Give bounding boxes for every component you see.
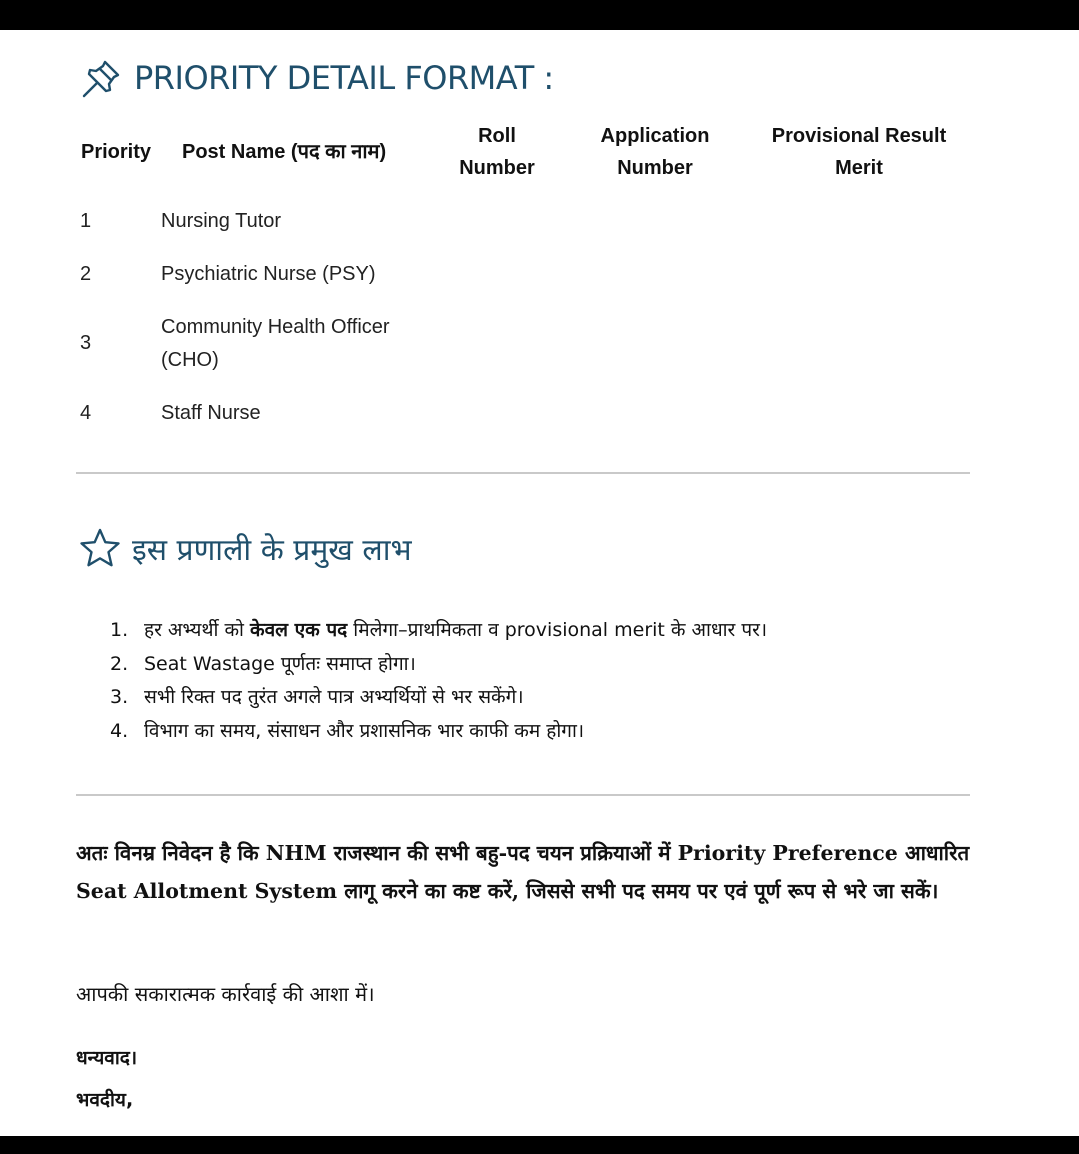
list-item: 1. हर अभ्यर्थी को केवल एक पद मिलेगा–प्राथमिकता व provisional merit के आधार पर। <box>110 619 768 641</box>
pushpin-icon <box>78 54 126 102</box>
request-paragraph: अतः विनम्र निवेदन है कि NHM राजस्थान की सभी बहु-पद चयन प्रक्रियाओं में Priority Preference आधारित Seat Allotment System लागू करने का कष्ट करें, जिससे सभी पद समय पर एवं पूर्ण रूप से भरे जा सकें। <box>76 841 970 903</box>
header-application-number: Application Number <box>600 125 710 179</box>
table-row-priority: 2 <box>80 263 92 285</box>
table-row-post: Staff Nurse <box>161 402 261 424</box>
document-page <box>0 30 1079 1136</box>
section-title-text: PRIORITY DETAIL FORMAT : <box>134 59 554 97</box>
table-row-priority: 1 <box>80 210 92 232</box>
thanks-line: धन्यवाद। <box>76 1047 138 1069</box>
benefits-heading <box>78 526 412 570</box>
benefits-heading-text: इस प्रणाली के प्रमुख लाभ <box>132 532 412 568</box>
table-row-priority: 3 <box>80 332 92 354</box>
table-row-priority: 4 <box>80 402 92 424</box>
table-row-post: Community Health Officer (CHO) <box>161 316 390 371</box>
section-title <box>78 54 554 102</box>
header-post-name: Post Name (पद का नाम) <box>182 141 387 163</box>
signoff-line: भवदीय, <box>76 1089 134 1111</box>
divider <box>76 472 970 474</box>
benefits-list <box>110 614 767 748</box>
header-roll-number: Roll Number <box>459 125 535 179</box>
header-priority: Priority <box>81 141 152 163</box>
list-item: 3. सभी रिक्त पद तुरंत अगले पात्र अभ्यर्थियों से भर सकेंगे। <box>110 686 524 708</box>
header-provisional-result-merit: Provisional Result Merit <box>771 125 947 179</box>
list-item: 4. विभाग का समय, संसाधन और प्रशासनिक भार काफी कम होगा। <box>110 719 585 742</box>
table-row-post: Psychiatric Nurse (PSY) <box>161 263 376 285</box>
divider <box>76 794 970 796</box>
closing-line: आपकी सकारात्मक कार्रवाई की आशा में। <box>76 982 375 1006</box>
table-row-post: Nursing Tutor <box>161 210 282 232</box>
star-outline-icon <box>78 526 122 570</box>
list-item: 2. Seat Wastage पूर्णतः समाप्त होगा। <box>110 652 416 675</box>
